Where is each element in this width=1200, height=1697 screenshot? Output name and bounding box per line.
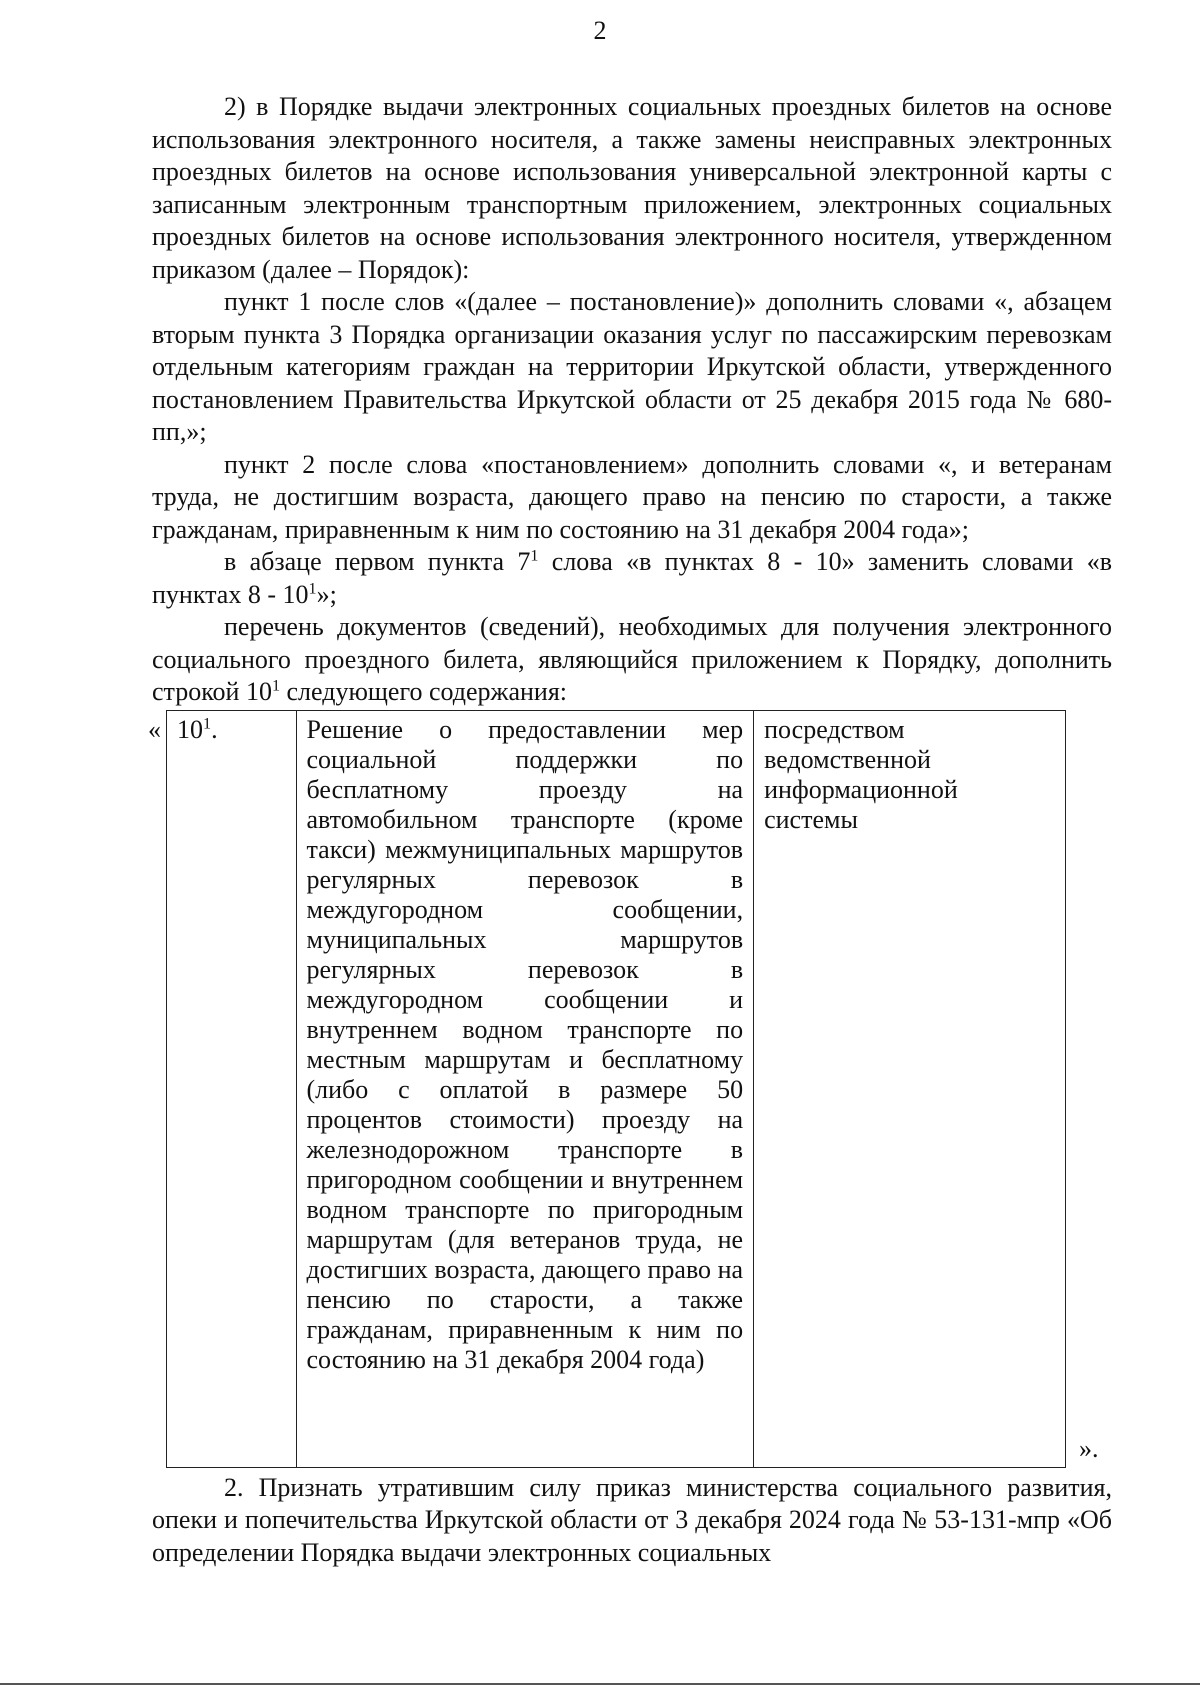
text-fragment: следующего содержания: — [280, 677, 568, 706]
text-fragment: »; — [316, 579, 337, 609]
paragraph-punkt-2: пункт 2 после слова «постановлением» дополнить словами «, и ветеранам труда, не достигшим возраста, дающего право на пенсию по старости, а также гражданам, приравненным к ним по состоянию на 31 декабря 2004 года»; — [152, 449, 1112, 544]
row-number-suffix: . — [211, 714, 218, 744]
superscript: 1 — [530, 547, 539, 565]
document-cell: Решение о предоставлении мер социальной поддержки по бесплатному проезду на автомобильном транспорте (кроме такси) межмуниципальных маршрутов регулярных перевозок в междугородном сообщении, муниципальных маршрутов регулярных перевозок в междугородном сообщении и внутреннем водном транспорте по местным маршрутам и бесплатному (либо с оплатой в размере 50 процентов стоимости) проезду на железнодорожном транспорте в пригородном сообщении и внутреннем водном транспорте по пригородным маршрутам (для ветеранов труда, не достигших возраста, дающего право на пенсию по старости, а также гражданам, приравненным к ним по состоянию на 31 декабря 2004 года) — [296, 710, 754, 1467]
table-row — [167, 710, 1066, 1467]
text-fragment: перечень документов (сведений), необходимых для получения электронного социального проездного билета, являющийся приложением к Порядку, дополнить строкой 10 — [152, 612, 1112, 706]
paragraph-poryadok: 2) в Порядке выдачи электронных социальных проездных билетов на основе использования электронного носителя, а также замены неисправных электронных проездных билетов на основе использования универсальной электронной карты с записанным электронным транспортным приложением, электронных социальных проездных билетов на основе использования электронного носителя, утвержденном приказом (далее – Порядок): — [152, 92, 1112, 284]
superscript: 1 — [271, 677, 281, 695]
paragraph-punkt-1: пункт 1 после слов «(далее – постановление)» дополнить словами «, абзацем вторым пункта 3 Порядка организации оказания услуг по пассажирским перевозкам отдельным категориям граждан на территории Иркутской области, утвержденного постановлением Правительства Иркутской области от 25 декабря 2015 года № 680-пп,»; — [152, 287, 1112, 446]
row-number-cell — [167, 710, 297, 1467]
paragraph-point-2: 2. Признать утратившим силу приказ министерства социального развития, опеки и попечительства Иркутской области от 3 декабря 2024 года № 53-131-мпр «Об определении Порядка выдачи электронных социальных — [152, 1472, 1112, 1567]
inserted-row-block — [148, 710, 1112, 1472]
open-quote: « — [148, 714, 161, 744]
close-quote: ». — [1079, 1433, 1099, 1463]
text-fragment: в абзаце первом пункта 7 — [224, 547, 531, 576]
row-number: 10 — [177, 714, 203, 744]
page-number: 2 — [593, 16, 607, 45]
paragraph-punkt-7-1 — [152, 546, 1112, 611]
method-cell: посредством ведомственной информационной системы — [754, 710, 1066, 1467]
text-fragment: слова «в пунктах 8 - 10» заменить словами «в пунктах 8 - 10 — [152, 547, 1112, 609]
scan-edge-line — [0, 1683, 1200, 1685]
paragraph-perechen — [152, 611, 1112, 709]
row-number-superscript: 1 — [203, 714, 212, 732]
superscript: 1 — [308, 579, 317, 597]
inserted-row-table — [166, 710, 1066, 1468]
document-body — [148, 91, 1112, 1569]
